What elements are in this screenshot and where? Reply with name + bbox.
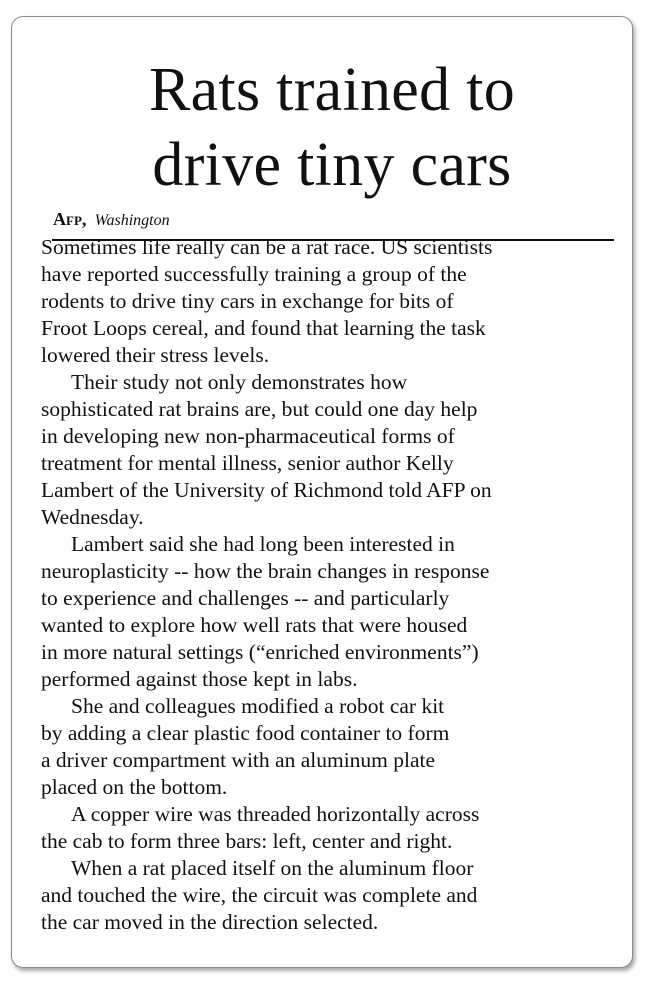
text-line: Sometimes life really can be a rat race. US scientists — [41, 235, 493, 259]
text-line: by adding a clear plastic food container to form — [41, 721, 450, 745]
paragraph-3 — [41, 531, 606, 693]
paragraph-4 — [41, 693, 606, 801]
text-line: Lambert said she had long been interested in — [71, 532, 455, 556]
text-line: wanted to explore how well rats that were housed — [41, 613, 468, 637]
text-line: the car moved in the direction selected. — [41, 910, 379, 934]
byline-location: Washington — [94, 212, 170, 229]
text-line: a driver compartment with an aluminum plate — [41, 748, 436, 772]
text-line: Lambert of the University of Richmond told AFP on — [41, 478, 492, 502]
text-line: She and colleagues modified a robot car kit — [71, 694, 445, 718]
text-line: When a rat placed itself on the aluminum floor — [71, 856, 474, 880]
text-line: the cab to form three bars: left, center and right. — [41, 829, 453, 853]
paragraph-1 — [41, 234, 606, 369]
text-line: in developing new non-pharmaceutical forms of — [41, 424, 455, 448]
paragraph-2 — [41, 369, 606, 531]
headline-line: drive tiny cars — [152, 131, 512, 199]
text-line: Their study not only demonstrates how — [71, 370, 408, 394]
text-line: have reported successfully training a group of the — [41, 262, 467, 286]
headline — [42, 53, 622, 203]
text-line: to experience and challenges -- and particularly — [41, 586, 450, 610]
text-line: rodents to drive tiny cars in exchange for bits of — [41, 289, 454, 313]
text-line: Froot Loops cereal, and found that learning the task — [41, 316, 486, 340]
text-line: performed against those kept in labs. — [41, 667, 358, 691]
text-line: in more natural settings (“enriched environments”) — [41, 640, 479, 664]
text-line: placed on the bottom. — [41, 775, 228, 799]
byline-agency: Afp, — [53, 209, 87, 229]
text-line: lowered their stress levels. — [41, 343, 270, 367]
paragraph-6 — [41, 855, 606, 936]
byline — [53, 209, 170, 230]
text-line: Wednesday. — [41, 505, 144, 529]
article-body — [41, 234, 606, 936]
text-line: and touched the wire, the circuit was complete and — [41, 883, 478, 907]
text-line: neuroplasticity -- how the brain changes in response — [41, 559, 490, 583]
text-line: treatment for mental illness, senior author Kelly — [41, 451, 454, 475]
headline-line: Rats trained to — [148, 56, 516, 124]
paragraph-5 — [41, 801, 606, 855]
text-line: A copper wire was threaded horizontally across — [71, 802, 480, 826]
text-line: sophisticated rat brains are, but could one day help — [41, 397, 478, 421]
